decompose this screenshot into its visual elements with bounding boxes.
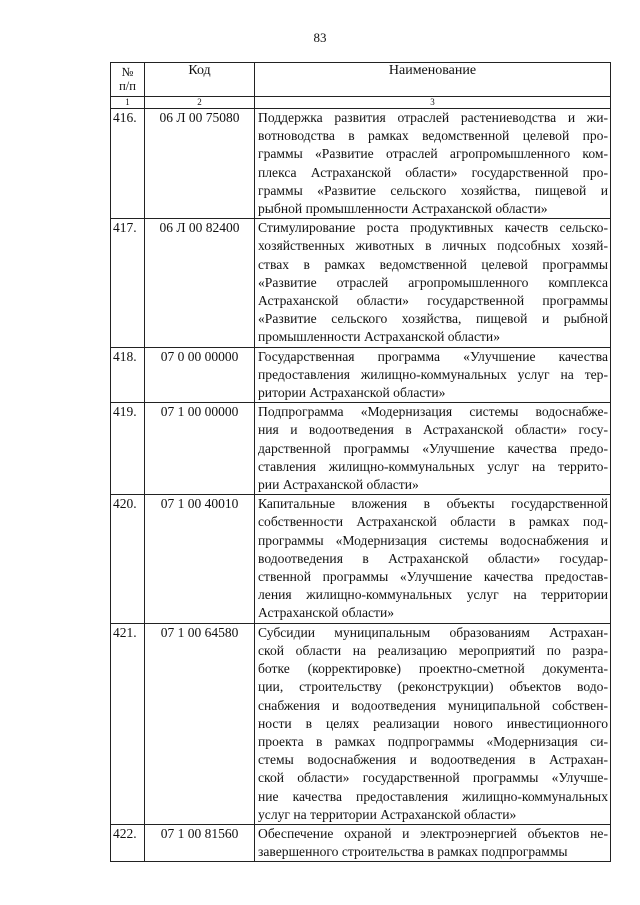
row-code: 07 1 00 64580 (145, 623, 255, 824)
row-number: 418. (111, 347, 145, 403)
row-name-line: проекта в рамках подпрограммы «Модернизация си- (258, 733, 608, 749)
row-name-line: Субсидии муниципальным образованиям Астрахан- (258, 624, 608, 640)
row-name-line: ской области на реализацию мероприятий по разра- (258, 642, 608, 658)
header-name: Наименование (255, 63, 611, 97)
row-name-line: ние качества предоставления жилищно-коммунальных (258, 788, 608, 804)
row-name (255, 109, 611, 219)
table-row (111, 824, 611, 861)
column-index-3: 3 (255, 97, 611, 109)
row-code: 07 1 00 00000 (145, 403, 255, 495)
row-name-line: рии Астраханской области» (258, 477, 419, 493)
row-name-line: ритории Астраханской области» (258, 385, 446, 401)
row-name-line: граммы «Развитие сельского хозяйства, пищевой и (258, 182, 608, 198)
column-index-row (111, 97, 611, 109)
row-number: 417. (111, 219, 145, 347)
row-name (255, 623, 611, 824)
row-code: 06 Л 00 82400 (145, 219, 255, 347)
table-body (111, 109, 611, 862)
row-number: 416. (111, 109, 145, 219)
row-name-line: Астраханской области» государственной программы (258, 293, 608, 309)
row-name-line: ции, строительству (реконструкции) объектов водо- (258, 679, 608, 695)
row-name-line: ставления жилищно-коммунальных услуг на террито- (258, 458, 608, 474)
row-name-line: Подпрограмма «Модернизация системы водоснабже- (258, 404, 608, 420)
row-name (255, 495, 611, 623)
table-row (111, 347, 611, 403)
row-name (255, 403, 611, 495)
row-name-line: вотноводства в рамках ведомственной целевой про- (258, 128, 608, 144)
row-name-line: «Развитие сельского хозяйства, пищевой и рыбной (258, 311, 608, 327)
row-name-line: предоставления жилищно-коммунальных услуг на тер- (258, 366, 608, 382)
row-name-line: дарственной программы «Улучшение качества предо- (258, 440, 608, 456)
row-name-line: Государственная программа «Улучшение качества (258, 348, 608, 364)
row-name-line: ской области» государственной программы «Улучше- (258, 770, 608, 786)
row-name (255, 824, 611, 861)
column-index-2: 2 (145, 97, 255, 109)
table-row (111, 219, 611, 347)
page-number: 83 (313, 30, 327, 45)
header-code: Код (145, 63, 255, 97)
row-name-line: Поддержка развития отраслей растениеводства и жи- (258, 110, 608, 125)
row-code: 07 1 00 81560 (145, 824, 255, 861)
table-row (111, 109, 611, 219)
row-number: 421. (111, 623, 145, 824)
row-code: 07 0 00 00000 (145, 347, 255, 403)
row-name-line: ствах в рамках ведомственной целевой программы (258, 256, 608, 272)
row-name-line: Астраханской области» (258, 605, 395, 621)
row-name-line: граммы «Развитие отраслей агропромышленного ком- (258, 146, 608, 162)
column-index-1: 1 (111, 97, 145, 109)
row-code: 06 Л 00 75080 (145, 109, 255, 219)
table-row (111, 403, 611, 495)
row-name-line: «Развитие отраслей агропромышленного комплекса (258, 274, 608, 290)
row-name-line: ности в целях реализации нового инвестиционного (258, 715, 608, 731)
row-name-line: водоотведения в Астраханской области» государ- (258, 550, 608, 566)
row-name-line: ботке (корректировке) проектно-сметной документа- (258, 661, 608, 677)
row-name-line: Стимулирование роста продуктивных качеств сельско- (258, 220, 608, 236)
budget-classification-table (110, 62, 611, 862)
row-number: 419. (111, 403, 145, 495)
row-name-line: хозяйственных животных в личных подсобных хозяй- (258, 238, 608, 254)
header-number-abbrev: п/п (119, 79, 136, 93)
row-name (255, 347, 611, 403)
row-name-line: услуг на территории Астраханской области» (258, 806, 517, 822)
row-code: 07 1 00 40010 (145, 495, 255, 623)
row-name-line: ния и водоотведения в Астраханской области» госу- (258, 422, 608, 438)
row-name-line: стемы водоснабжения и водоотведения в Астрахан- (258, 752, 608, 768)
table-row (111, 495, 611, 623)
row-name-line: ления жилищно-коммунальных услуг на территории (258, 587, 608, 603)
row-number: 420. (111, 495, 145, 623)
row-name-line: собственности Астраханской области в рамках под- (258, 514, 608, 530)
header-number (111, 63, 145, 97)
row-name (255, 219, 611, 347)
row-name-line: рыбной промышленности Астраханской области» (258, 201, 548, 217)
row-name-line: снабжения и водоотведения муниципальной собствен- (258, 697, 608, 713)
row-number: 422. (111, 824, 145, 861)
row-name-line: программы «Модернизация системы водоснабжения и (258, 532, 608, 548)
row-name-line: ственной программы «Улучшение качества предостав- (258, 569, 608, 585)
table-row (111, 623, 611, 824)
row-name-line: завершенного строительства в рамках подпрограммы (258, 844, 568, 860)
row-name-line: Обеспечение охраной и электроэнергией объектов не- (258, 825, 608, 841)
header-row (111, 63, 611, 97)
row-name-line: промышленности Астраханской области» (258, 329, 500, 345)
row-name-line: Капитальные вложения в объекты государственной (258, 496, 608, 512)
row-name-line: плекса Астраханской области» государственной про- (258, 164, 608, 180)
header-number-symbol: № (121, 65, 134, 79)
